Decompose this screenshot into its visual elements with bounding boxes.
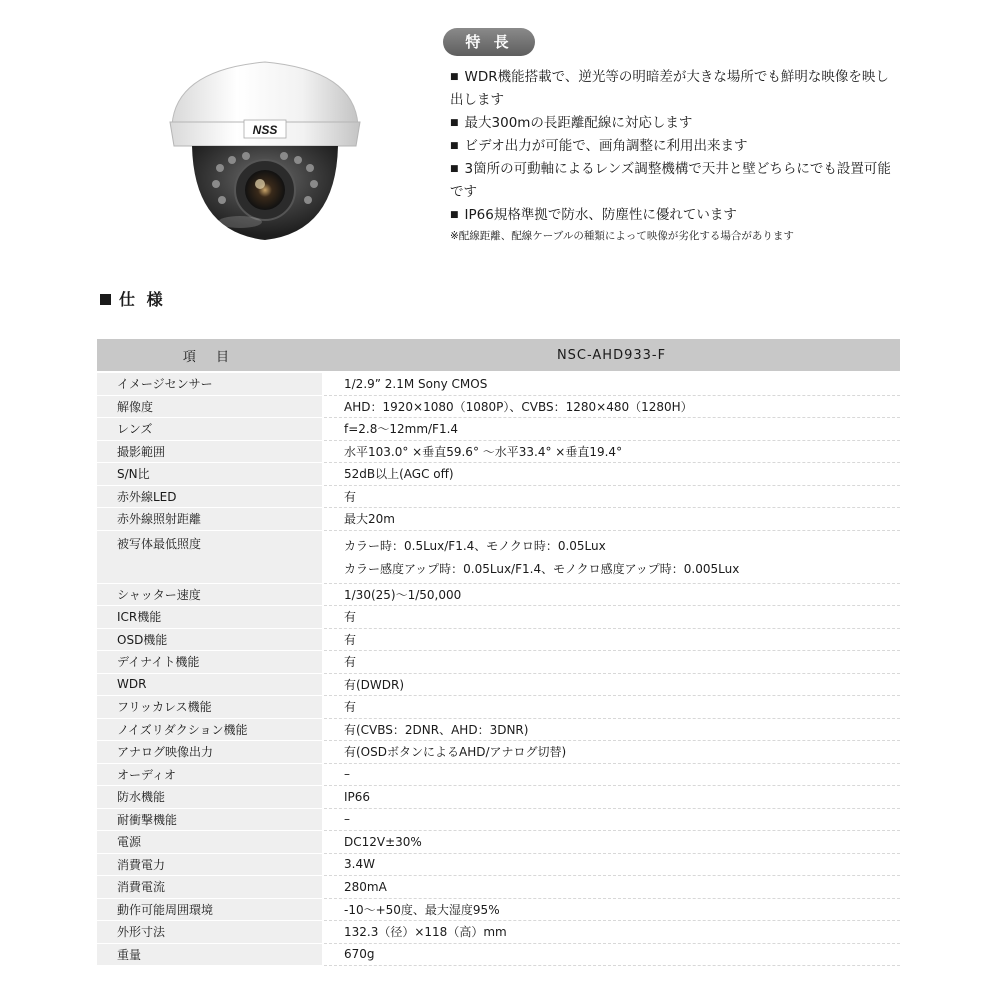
- row-value: 有(OSDボタンによるAHD/アナログ切替): [323, 741, 900, 764]
- row-value: 有: [323, 485, 900, 508]
- row-value: [323, 530, 900, 583]
- table-row: [97, 530, 900, 583]
- row-value: AHD：1920×1080（1080P）、CVBS：1280×480（1280H）: [323, 395, 900, 418]
- feature-list: [450, 66, 900, 245]
- camera-logo: NSS: [252, 123, 278, 137]
- row-label: フリッカレス機能: [97, 696, 323, 719]
- feature-item: ■ 3箇所の可動軸によるレンズ調整機構で天井と壁どちらにでも設置可能です: [450, 161, 891, 200]
- table-row: [97, 763, 900, 786]
- feature-item: ■ 最大300mの長距離配線に対応します: [450, 115, 693, 131]
- row-label: レンズ: [97, 418, 323, 441]
- row-label: WDR: [97, 673, 323, 696]
- table-row: [97, 741, 900, 764]
- row-value: 有(CVBS：2DNR、AHD：3DNR): [323, 718, 900, 741]
- row-value: 52dB以上(AGC off): [323, 463, 900, 486]
- row-label: 防水機能: [97, 786, 323, 809]
- dome-camera-image: [160, 50, 370, 250]
- row-value: –: [323, 808, 900, 831]
- feature-item: ■ IP66規格準拠で防水、防塵性に優れています: [450, 207, 737, 223]
- bullet-icon: ■: [450, 164, 459, 174]
- row-label: 消費電力: [97, 853, 323, 876]
- row-label: シャッター速度: [97, 583, 323, 606]
- bullet-icon: ■: [450, 210, 459, 220]
- spec-table: [97, 339, 900, 966]
- table-row: [97, 808, 900, 831]
- bullet-icon: ■: [450, 72, 459, 82]
- row-value: –: [323, 763, 900, 786]
- row-value: 有: [323, 696, 900, 719]
- row-label: 消費電流: [97, 876, 323, 899]
- row-label: S/N比: [97, 463, 323, 486]
- row-value: f=2.8〜12mm/F1.4: [323, 418, 900, 441]
- row-label: イメージセンサー: [97, 372, 323, 395]
- table-row: [97, 831, 900, 854]
- feature-item: ■ WDR機能搭載で、逆光等の明暗差が大きな場所でも鮮明な映像を映し出します: [450, 69, 889, 108]
- row-label: オーディオ: [97, 763, 323, 786]
- row-value: 有(DWDR): [323, 673, 900, 696]
- bullet-icon: ■: [450, 141, 459, 151]
- table-row: [97, 440, 900, 463]
- bullet-icon: ■: [450, 118, 459, 128]
- row-value: 670g: [323, 943, 900, 966]
- square-icon: [100, 294, 111, 305]
- table-row: [97, 898, 900, 921]
- row-label: ノイズリダクション機能: [97, 718, 323, 741]
- table-row: [97, 786, 900, 809]
- row-label: アナログ映像出力: [97, 741, 323, 764]
- row-label: 赤外線照射距離: [97, 508, 323, 531]
- table-row: [97, 876, 900, 899]
- table-row: [97, 508, 900, 531]
- row-value: 1/2.9” 2.1M Sony CMOS: [323, 372, 900, 395]
- row-value-line: カラー時：0.5Lux/F1.4、モノクロ時：0.05Lux: [344, 538, 606, 553]
- row-label: 撮影範囲: [97, 440, 323, 463]
- row-value: 有: [323, 651, 900, 674]
- row-label: 耐衝撃機能: [97, 808, 323, 831]
- row-label: 解像度: [97, 395, 323, 418]
- row-value: 3.4W: [323, 853, 900, 876]
- row-label: 電源: [97, 831, 323, 854]
- table-header-row: [97, 339, 900, 372]
- row-value: 有: [323, 628, 900, 651]
- row-label: 動作可能周囲環境: [97, 898, 323, 921]
- table-row: [97, 463, 900, 486]
- row-label: ICR機能: [97, 606, 323, 629]
- spec-heading: 仕 様: [100, 287, 166, 310]
- row-label: 重量: [97, 943, 323, 966]
- feature-item: ■ ビデオ出力が可能で、画角調整に利用出来ます: [450, 138, 748, 154]
- table-row: [97, 921, 900, 944]
- table-row: [97, 853, 900, 876]
- row-label: 被写体最低照度: [97, 530, 323, 583]
- table-row: [97, 395, 900, 418]
- row-label: 赤外線LED: [97, 485, 323, 508]
- row-value: DC12V±30%: [323, 831, 900, 854]
- table-row: [97, 651, 900, 674]
- feature-note: ※配線距離、配線ケーブルの種類によって映像が劣化する場合があります: [450, 230, 794, 242]
- table-row: [97, 418, 900, 441]
- row-value-line: カラー感度アップ時：0.05Lux/F1.4、モノクロ感度アップ時：0.005Lux: [344, 561, 740, 576]
- row-value: 最大20m: [323, 508, 900, 531]
- table-row: [97, 718, 900, 741]
- table-row: [97, 943, 900, 966]
- header-model: NSC-AHD933-F: [323, 339, 900, 372]
- row-value: 水平103.0° ×垂直59.6° 〜水平33.4° ×垂直19.4°: [323, 440, 900, 463]
- row-value: 1/30(25)〜1/50,000: [323, 583, 900, 606]
- table-row: [97, 673, 900, 696]
- row-value: 280mA: [323, 876, 900, 899]
- row-value: IP66: [323, 786, 900, 809]
- row-value: -10〜+50度、最大湿度95%: [323, 898, 900, 921]
- row-label: OSD機能: [97, 628, 323, 651]
- table-row: [97, 696, 900, 719]
- row-value: 132.3（径）×118（高）mm: [323, 921, 900, 944]
- header-item: 項 目: [97, 339, 323, 372]
- row-label: デイナイト機能: [97, 651, 323, 674]
- table-row: [97, 372, 900, 395]
- table-row: [97, 485, 900, 508]
- table-row: [97, 606, 900, 629]
- row-label: 外形寸法: [97, 921, 323, 944]
- table-row: [97, 628, 900, 651]
- row-value: 有: [323, 606, 900, 629]
- table-row: [97, 583, 900, 606]
- features-badge: 特 長: [443, 28, 535, 56]
